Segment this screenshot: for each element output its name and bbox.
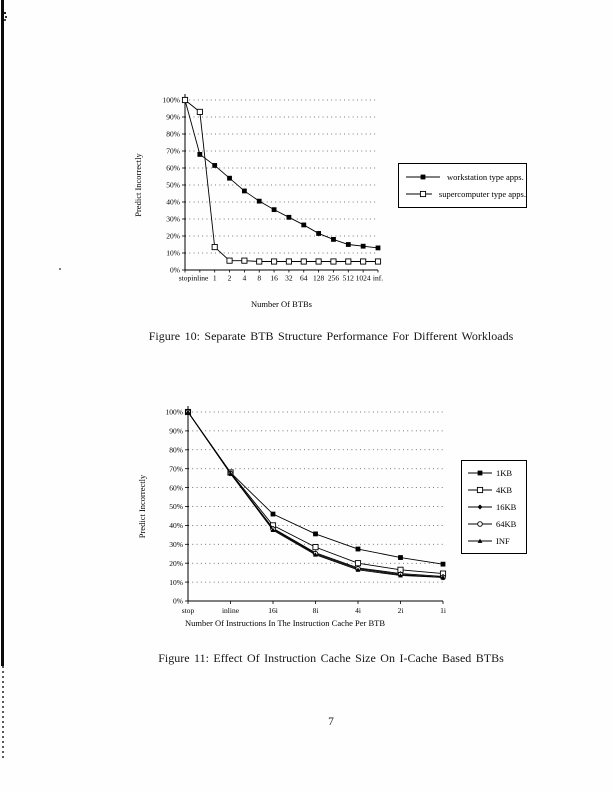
- svg-text:4: 4: [242, 273, 247, 283]
- open-square-marker: [375, 259, 380, 264]
- legend-item: [468, 468, 526, 478]
- filled-square-marker: [361, 244, 366, 249]
- svg-text:40%: 40%: [166, 197, 180, 207]
- svg-text:30%: 30%: [166, 214, 180, 224]
- open-square-marker: [227, 258, 232, 263]
- legend-label: 1KB: [496, 468, 513, 478]
- open-square-marker: [331, 259, 336, 264]
- svg-text:40%: 40%: [169, 521, 183, 531]
- legend-item: [468, 536, 526, 546]
- svg-text:256: 256: [327, 273, 340, 283]
- series-line: [185, 100, 378, 248]
- open-square-marker: [420, 192, 425, 197]
- filled-square-marker: [356, 547, 361, 552]
- svg-text:8: 8: [257, 273, 262, 283]
- svg-text:60%: 60%: [169, 483, 183, 493]
- legend-label: 16KB: [496, 502, 517, 512]
- svg-text:1024: 1024: [355, 273, 371, 283]
- figure10-chart: [105, 86, 405, 316]
- margin-speck: [59, 268, 61, 270]
- svg-text:512: 512: [342, 273, 354, 283]
- legend-marker-icon: [468, 536, 492, 546]
- legend-marker-icon: [406, 189, 432, 199]
- legend-label: workstation type apps.: [447, 171, 524, 182]
- open-square-marker: [355, 561, 360, 566]
- filled-square-marker: [421, 174, 426, 179]
- svg-text:inf.: inf.: [372, 273, 384, 283]
- filled-square-marker: [227, 176, 232, 181]
- figure10-caption: Figure 10: Separate BTB Structure Performance For Different Workloads: [148, 329, 514, 343]
- scan-edge-artifact: [1, 0, 4, 666]
- svg-text:90%: 90%: [166, 112, 180, 122]
- open-square-marker: [182, 97, 187, 102]
- open-square-marker: [361, 259, 366, 264]
- filled-diamond-marker: [478, 505, 483, 510]
- legend-item: [406, 172, 526, 182]
- filled-square-marker: [398, 555, 403, 560]
- open-square-marker: [257, 259, 262, 264]
- svg-text:Number Of Instructions In The: Number Of Instructions In The Instruction Cache Per BTB: [184, 618, 386, 628]
- svg-text:0%: 0%: [173, 596, 183, 606]
- svg-text:20%: 20%: [166, 231, 180, 241]
- svg-text:Predict Incorrectly: Predict Incorrectly: [133, 153, 143, 217]
- filled-square-marker: [301, 223, 306, 228]
- svg-text:inline: inline: [191, 273, 209, 283]
- open-square-marker: [242, 258, 247, 263]
- series-line: [185, 100, 378, 262]
- legend-label: 64KB: [496, 519, 517, 529]
- filled-square-marker: [478, 471, 483, 476]
- filled-square-marker: [257, 199, 262, 204]
- legend-item: [468, 485, 526, 495]
- svg-text:Predict Incorrectly: Predict Incorrectly: [137, 474, 147, 539]
- filled-square-marker: [331, 237, 336, 242]
- open-square-marker: [301, 259, 306, 264]
- filled-square-marker: [376, 246, 381, 251]
- figure10-legend: [398, 163, 527, 208]
- filled-square-marker: [212, 163, 217, 168]
- open-circle-marker: [478, 522, 483, 527]
- svg-text:4i: 4i: [355, 606, 361, 615]
- svg-text:50%: 50%: [169, 502, 183, 512]
- legend-label: INF: [496, 536, 510, 546]
- figure11-legend: [461, 460, 527, 554]
- scan-speck: [4, 12, 6, 14]
- svg-text:30%: 30%: [169, 540, 183, 549]
- svg-text:32: 32: [285, 273, 293, 283]
- open-square-marker: [286, 259, 291, 264]
- figure11-caption: Figure 11: Effect Of Instruction Cache Size On I-Cache Based BTBs: [158, 651, 504, 665]
- legend-item: [468, 502, 526, 512]
- legend-item: [406, 189, 526, 199]
- svg-text:inline: inline: [221, 606, 240, 615]
- filled-square-marker: [272, 207, 277, 212]
- svg-text:stop: stop: [181, 606, 195, 615]
- series-line: [188, 412, 443, 564]
- legend-marker-icon: [406, 172, 440, 182]
- svg-text:70%: 70%: [169, 464, 183, 474]
- legend-label: supercomputer type apps.: [438, 189, 526, 200]
- legend-marker-icon: [468, 502, 492, 512]
- filled-square-marker: [271, 512, 276, 517]
- svg-text:stop: stop: [178, 273, 192, 283]
- svg-text:90%: 90%: [169, 426, 183, 436]
- svg-text:16: 16: [270, 273, 278, 283]
- open-square-marker: [313, 545, 318, 550]
- svg-text:20%: 20%: [169, 558, 183, 568]
- filled-square-marker: [316, 231, 321, 236]
- figure11-chart: [105, 398, 465, 636]
- svg-text:Number Of BTBs: Number Of BTBs: [251, 299, 312, 309]
- open-square-marker: [197, 109, 202, 114]
- filled-square-marker: [287, 215, 292, 220]
- open-square-marker: [316, 259, 321, 264]
- legend-marker-icon: [468, 468, 492, 478]
- svg-text:10%: 10%: [169, 577, 183, 587]
- svg-text:50%: 50%: [166, 180, 180, 190]
- svg-text:8i: 8i: [312, 606, 319, 615]
- svg-text:100%: 100%: [162, 95, 180, 105]
- svg-text:128: 128: [312, 273, 325, 283]
- svg-text:1: 1: [212, 273, 217, 283]
- legend-marker-icon: [468, 519, 492, 529]
- page-number: 7: [328, 716, 334, 728]
- svg-text:60%: 60%: [166, 163, 180, 173]
- svg-text:100%: 100%: [165, 407, 183, 417]
- legend-marker-icon: [468, 485, 492, 495]
- svg-text:2i: 2i: [397, 606, 404, 615]
- scan-edge-artifact-speckle: [2, 666, 4, 758]
- filled-square-marker: [313, 532, 318, 537]
- svg-text:2: 2: [227, 273, 232, 283]
- open-square-marker: [477, 487, 482, 492]
- filled-square-marker: [242, 189, 247, 194]
- open-square-marker: [212, 244, 217, 249]
- svg-text:1i: 1i: [440, 606, 446, 615]
- legend-label: 4KB: [496, 485, 513, 495]
- filled-square-marker: [197, 152, 202, 157]
- filled-square-marker: [441, 562, 446, 567]
- legend-item: [468, 519, 526, 529]
- svg-text:80%: 80%: [169, 445, 183, 455]
- svg-text:0%: 0%: [170, 265, 180, 275]
- svg-text:70%: 70%: [166, 146, 180, 156]
- svg-text:10%: 10%: [166, 248, 180, 258]
- open-square-marker: [346, 259, 351, 264]
- svg-text:16i: 16i: [268, 606, 278, 615]
- filled-square-marker: [346, 242, 351, 247]
- svg-text:80%: 80%: [166, 129, 180, 139]
- svg-text:64: 64: [300, 273, 308, 283]
- open-square-marker: [271, 259, 276, 264]
